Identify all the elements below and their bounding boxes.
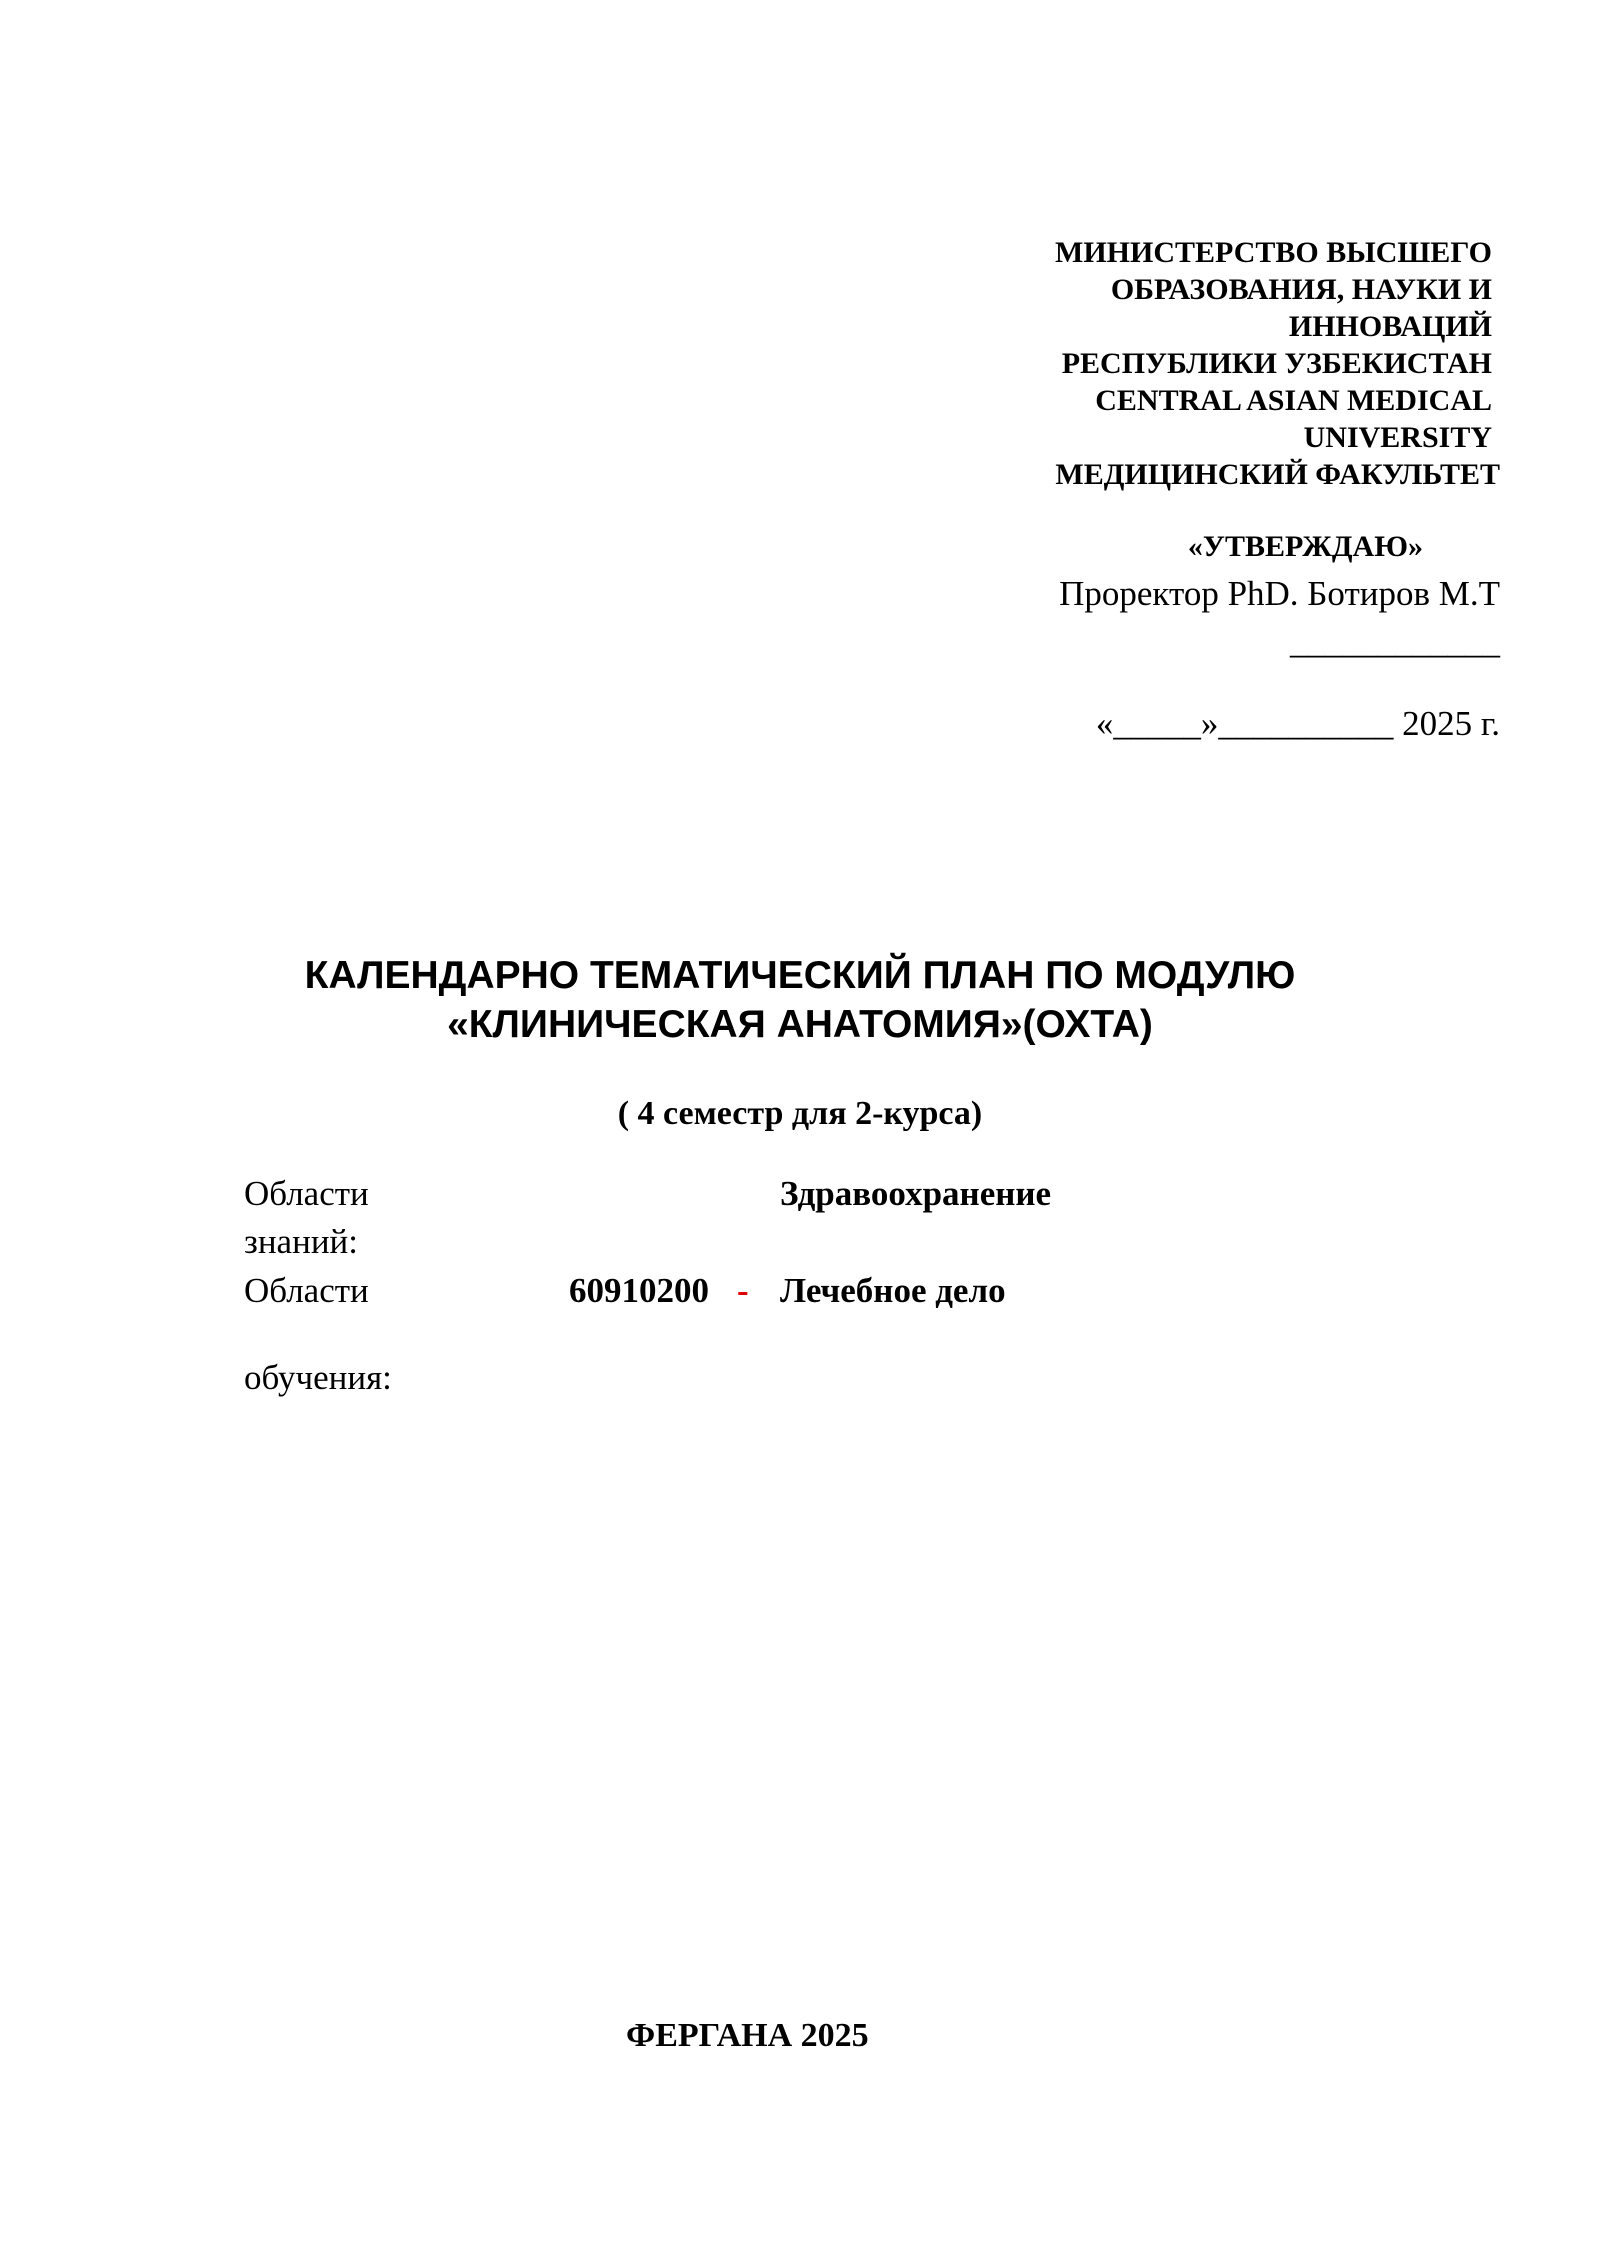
header-line-university-1: CENTRAL ASIAN MEDICAL [1095,384,1492,417]
header-line-education: ОБРАЗОВАНИЯ, НАУКИ И [1110,273,1492,306]
approval-date: «_____»__________ 2025 г. [1095,704,1500,743]
signature-line: ____________ [1290,622,1500,661]
header-line-innovations: ИННОВАЦИЙ [1288,310,1492,343]
semester-subtitle: ( 4 семестр для 2-курса) [617,1095,983,1132]
approval-label: «УТВЕРЖДАЮ» [1187,530,1423,563]
header-line-university-2: UNIVERSITY [1303,421,1492,454]
header-line-ministry: МИНИСТЕРСТВО ВЫСШЕГО [1055,236,1492,269]
study-area-code: 60910200 [569,1271,709,1310]
title-line-2: «КЛИНИЧЕСКАЯ АНАТОМИЯ»(ОХТА) [447,1003,1153,1046]
study-area-label-2: обучения: [244,1358,392,1397]
title-line-1: КАЛЕНДАРНО ТЕМАТИЧЕСКИЙ ПЛАН ПО МОДУЛЮ [304,954,1296,997]
study-area-label-1: Области [244,1271,369,1310]
knowledge-area-label-1: Области [244,1174,369,1213]
study-area-value: Лечебное дело [780,1271,1006,1310]
knowledge-area-label-2: знаний: [244,1222,359,1261]
study-area-dash: - [737,1271,749,1310]
approval-signer: Проректор PhD. Ботиров М.Т [1059,574,1500,613]
footer-city-year: ФЕРГАНА 2025 [626,2017,869,2054]
knowledge-area-value: Здравоохранение [780,1174,1052,1213]
header-line-faculty: МЕДИЦИНСКИЙ ФАКУЛЬТЕТ [1055,458,1500,491]
header-line-republic: РЕСПУБЛИКИ УЗБЕКИСТАН [1061,347,1492,380]
